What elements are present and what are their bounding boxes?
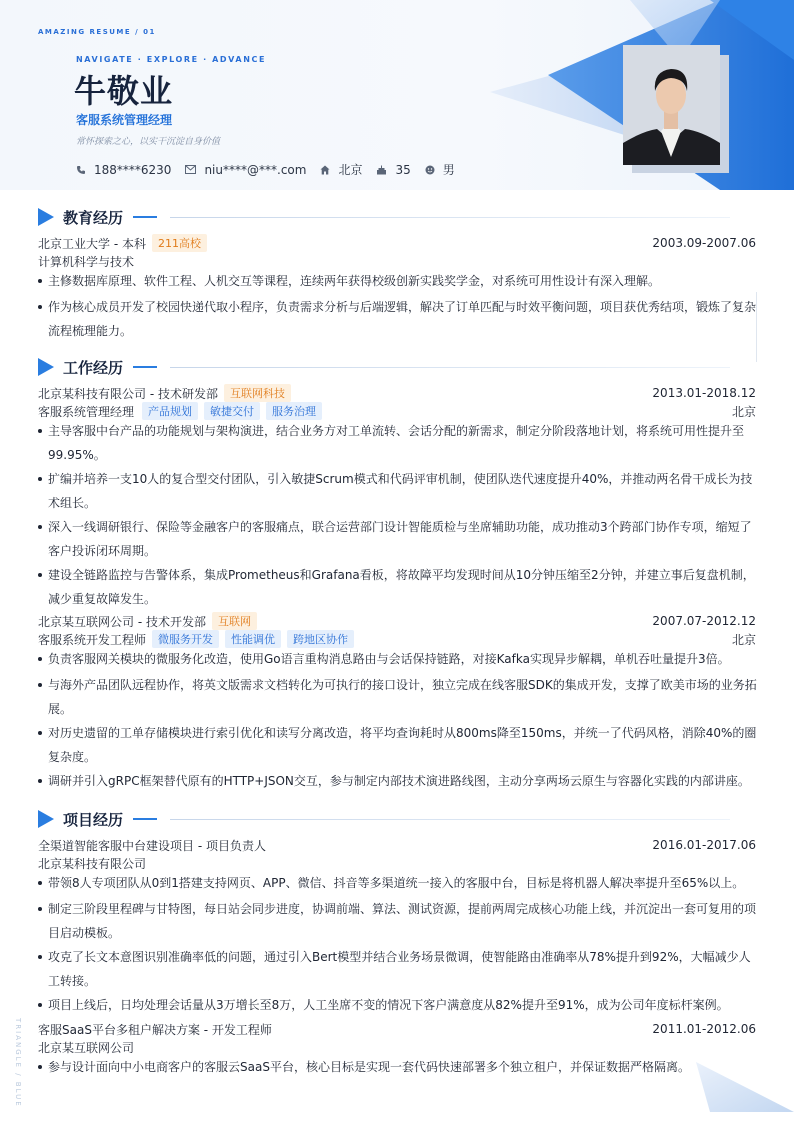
section-divider	[170, 819, 730, 820]
job-header-row	[38, 612, 756, 630]
section-divider	[170, 367, 730, 368]
contact-age	[376, 163, 410, 177]
phone-icon	[76, 165, 86, 175]
triangle-bullet-icon	[38, 358, 54, 376]
home-icon	[320, 165, 330, 175]
cake-icon	[376, 165, 387, 175]
list-item: 负责客服网关模块的微服务化改造，使用Go语言重构消息路由与会话保持链路，对接Kafka实现异步解耦，单机吞吐量提升3倍。	[38, 647, 760, 671]
project-org-row	[38, 854, 756, 872]
list-item: 制定三阶段里程碑与甘特图，每日站会同步进度，协调前端、算法、测试资源，提前两周完成核心功能上线，并沉淀出一套可复用的项目启动模板。	[38, 897, 760, 945]
industry-badge: 互联网	[212, 612, 257, 630]
contact-city	[320, 161, 362, 178]
job-position-row	[38, 630, 756, 648]
project-name: 客服SaaS平台多租户解决方案 - 开发工程师	[38, 1022, 272, 1037]
company-name: 北京某科技有限公司 - 技术研发部	[38, 386, 218, 401]
major-row	[38, 252, 756, 270]
job-city: 北京	[731, 404, 756, 419]
contact-gender	[425, 161, 455, 178]
skill-tag: 产品规划	[142, 402, 198, 420]
list-item: 项目上线后，日均处理会话量从3万增长至8万，人工坐席不变的情况下客户满意度从82%提升至91%，成为公司年度标杆案例。	[38, 993, 760, 1017]
school-name: 北京工业大学 - 本科	[38, 236, 146, 251]
skill-tag: 跨地区协作	[287, 630, 354, 648]
phone-value: 188****6230	[94, 162, 172, 177]
project-header-row	[38, 836, 756, 854]
section-title: 教育经历	[63, 208, 124, 227]
project-org: 北京某科技有限公司	[38, 856, 147, 871]
job-title: 客服系统管理经理	[76, 113, 173, 127]
list-item: 深入一线调研银行、保险等金融客户的客服痛点，联合运营部门设计智能质检与坐席辅助功能，成功推动3个跨部门协作专项，缩短了客户投诉闭环周期。	[38, 515, 760, 563]
nav-tagline: NAVIGATE · EXPLORE · ADVANCE	[76, 55, 267, 64]
contact-row	[76, 161, 469, 178]
project-org: 北京某互联网公司	[38, 1040, 135, 1055]
list-item: 带领8人专项团队从0到1搭建支持网页、APP、微信、抖音等多渠道统一接入的客服中台，目标是将机器人解决率提升至65%以上。	[38, 871, 760, 895]
list-item: 与海外产品团队远程协作，将英文版需求文档转化为可执行的接口设计，独立完成在线客服SDK的集成开发，支撑了欧美市场的业务拓展。	[38, 673, 760, 721]
list-item: 调研并引入gRPC框架替代原有的HTTP+JSON交互，参与制定内部技术演进路线图，主动分享两场云原生与容器化实践的内部讲座。	[38, 769, 760, 793]
age-value: 35	[395, 162, 411, 177]
motto: 常怀探索之心，以实干沉淀自身价值	[76, 137, 221, 147]
list-item: 主修数据库原理、软件工程、人机交互等课程，连续两年获得校级创新实践奖学金，对系统可用性设计有深入理解。	[38, 269, 760, 293]
title-dash	[133, 366, 157, 368]
project-name: 全渠道智能客服中台建设项目 - 项目负责人	[38, 838, 266, 853]
list-item: 参与设计面向中小电商客户的客服云SaaS平台，核心目标是实现一套代码快速部署多个独立租户，并保证数据严格隔离。	[38, 1055, 760, 1079]
section-divider	[170, 217, 730, 218]
contact-phone	[76, 163, 171, 177]
job-header-row	[38, 384, 756, 402]
section-work-heading	[38, 357, 157, 377]
skill-tag: 敏捷交付	[204, 402, 260, 420]
list-item: 扩编并培养一支10人的复合型交付团队，引入敏捷Scrum模式和代码评审机制，使团队迭代速度提升40%，并推动两名骨干成长为技术组长。	[38, 467, 760, 515]
major: 计算机科学与技术	[38, 254, 135, 269]
job-city: 北京	[731, 632, 756, 647]
education-period: 2003.09-2007.06	[652, 236, 756, 250]
project-org-row	[38, 1038, 756, 1056]
school-badge: 211高校	[152, 234, 207, 252]
skill-tag: 性能调优	[225, 630, 281, 648]
project-header-row	[38, 1020, 756, 1038]
company-name: 北京某互联网公司 - 技术开发部	[38, 614, 206, 629]
email-value: niu****@***.com	[204, 162, 307, 177]
skill-tag: 服务治理	[266, 402, 322, 420]
mail-icon	[185, 165, 196, 174]
skill-tag: 微服务开发	[152, 630, 219, 648]
title-dash	[133, 216, 157, 218]
title-dash	[133, 818, 157, 820]
job-period: 2013.01-2018.12	[652, 386, 756, 400]
list-item: 对历史遗留的工单存储模块进行索引优化和读写分离改造，将平均查询耗时从800ms降至150ms，并统一了代码风格，消除40%的圈复杂度。	[38, 721, 760, 769]
resume-top-tag: AMAZING RESUME / 01	[38, 28, 156, 36]
industry-badge: 互联网科技	[224, 384, 291, 402]
project-period: 2011.01-2012.06	[652, 1022, 756, 1036]
city-value: 北京	[338, 163, 363, 177]
smile-icon	[425, 165, 435, 175]
triangle-bullet-icon	[38, 810, 54, 828]
position-title: 客服系统开发工程师	[38, 632, 147, 647]
portrait-image	[623, 45, 720, 165]
side-vertical-tag: TRIANGLE / BLUE	[14, 1018, 22, 1108]
list-item: 主导客服中台产品的功能规划与架构演进，结合业务方对工单流转、会话分配的新需求，制定分阶段落地计划，将系统可用性提升至99.95%。	[38, 419, 760, 467]
list-item: 建设全链路监控与告警体系，集成Prometheus和Grafana看板，将故障平均发现时间从10分钟压缩至2分钟，并建立事后复盘机制，减少重复故障发生。	[38, 563, 760, 611]
job-period: 2007.07-2012.12	[652, 614, 756, 628]
candidate-name: 牛敬业	[74, 72, 174, 110]
project-period: 2016.01-2017.06	[652, 838, 756, 852]
gender-value: 男	[442, 163, 455, 177]
list-item: 作为核心成员开发了校园快递代取小程序，负责需求分析与后端逻辑，解决了订单匹配与时效平衡问题，项目获优秀结项，锻炼了复杂流程梳理能力。	[38, 295, 760, 343]
contact-email	[185, 163, 306, 177]
section-title: 项目经历	[63, 810, 124, 829]
job-position-row	[38, 402, 756, 420]
section-projects-heading	[38, 809, 157, 829]
position-title: 客服系统管理经理	[38, 404, 135, 419]
list-item: 攻克了长文本意图识别准确率低的问题，通过引入Bert模型并结合业务场景微调，使智能路由准确率从78%提升到92%，大幅减少人工转接。	[38, 945, 760, 993]
profile-photo	[623, 45, 720, 165]
triangle-bullet-icon	[38, 208, 54, 226]
section-title: 工作经历	[63, 358, 124, 377]
section-education-heading	[38, 207, 157, 227]
education-row	[38, 234, 756, 252]
